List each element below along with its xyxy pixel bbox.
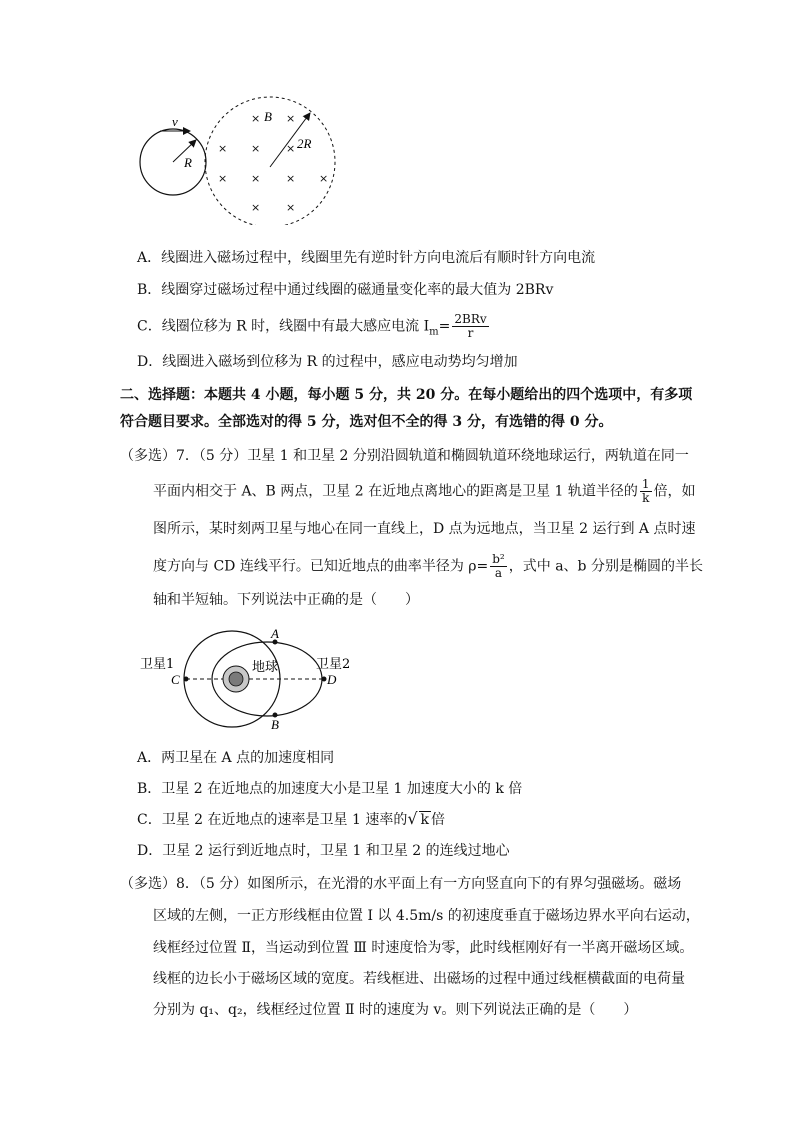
q8-stem-line1: （多选）8．（5 分）如图所示，在光滑的水平面上有一方向竖直向下的有界匀强磁场。磁场 [120, 876, 682, 892]
cross-mark: × [218, 172, 228, 185]
velocity-label: v [172, 114, 178, 129]
fraction-numerator: 2BRv [454, 312, 487, 326]
point-a-label: A [271, 626, 279, 641]
q7-stem-line3: 图所示，某时刻两卫星与地心在同一直线上，D 点为远地点，当卫星 2 运行到 A 点时速 [153, 521, 696, 537]
orbit-figure [140, 622, 370, 732]
q7-stem-line4-a: 度方向与 CD 连线平行。已知近地点的曲率半径为 ρ= [153, 558, 489, 575]
q7-stem-line5: 轴和半短轴。下列说法中正确的是（ ） [153, 592, 419, 608]
q7-option-b: B．卫星 2 在近地点的加速度大小是卫星 1 加速度大小的 k 倍 [137, 781, 523, 797]
fraction-denominator: r [467, 326, 474, 340]
point-c [184, 677, 189, 682]
point-b-label: B [271, 717, 279, 732]
q6-option-b: B．线圈穿过磁场过程中通过线圈的磁通量变化率的最大值为 2BRv [137, 282, 554, 298]
point-d-label: D [327, 672, 337, 687]
q7-option-c [137, 809, 445, 830]
q6-option-d: D．线圈进入磁场到位移为 R 的过程中，感应电动势均匀增加 [137, 354, 518, 370]
q7-option-a: A．两卫星在 A 点的加速度相同 [137, 750, 335, 766]
fraction-numerator: b² [492, 552, 505, 566]
q7-option-c-b: 倍 [431, 812, 446, 828]
field-label: B [264, 109, 272, 124]
cross-mark: × [251, 142, 261, 155]
cross-mark: × [218, 142, 228, 155]
cross-mark: × [251, 172, 261, 185]
q7-stem-line2 [153, 478, 696, 505]
q7-stem-line1: （多选）7．（5 分）卫星 1 和卫星 2 分别沿圆轨道和椭圆轨道环绕地球运行，两轨道在同一 [120, 448, 689, 464]
q6-option-c-fraction [452, 313, 488, 340]
point-d [322, 677, 327, 682]
q7-stem-line4-b: ，式中 a、b 分别是椭圆的半长 [508, 558, 703, 575]
q7-option-d: D．卫星 2 运行到近地点时，卫星 1 和卫星 2 的连线过地心 [137, 843, 510, 859]
sqrt-sign: √ [407, 809, 418, 828]
q8-stem-line4: 线框的边长小于磁场区域的宽度。若线框进、出磁场的过程中通过线框横截面的电荷量 [153, 971, 685, 987]
satellite2-label: 卫星2 [316, 657, 351, 672]
earth-label: 地球 [252, 660, 279, 675]
cross-mark: × [286, 112, 296, 125]
q8-stem-line3: 线框经过位置 Ⅱ，当运动到位置 Ⅲ 时速度恰为零，此时线框刚好有一半离开磁场区域。 [153, 940, 694, 956]
cross-mark: × [319, 172, 329, 185]
q7-stem-line4 [153, 553, 703, 580]
q7-ratio-fraction [640, 478, 652, 505]
fraction-denominator: k [642, 491, 650, 505]
q7-stem-line2-b: 倍，如 [653, 483, 696, 500]
coil-radius-label: R [184, 155, 192, 170]
cross-mark: × [286, 201, 296, 214]
fraction-numerator: 1 [641, 477, 650, 491]
q8-stem-line5: 分别为 q₁、q₂，线框经过位置 Ⅱ 时的速度为 v。则下列说法正确的是（ ） [153, 1002, 638, 1018]
q6-option-c [137, 313, 491, 342]
q6-option-a: A．线圈进入磁场过程中，线圈里先有逆时针方向电流后有顺时针方向电流 [137, 250, 596, 266]
earth-core [229, 672, 243, 686]
q8-stem-line2: 区域的左侧，一正方形线框由位置 Ⅰ 以 4.5m/s 的初速度垂直于磁场边界水平向右运动， [153, 908, 700, 924]
cross-mark: × [251, 201, 261, 214]
field-radius-label: 2R [297, 136, 312, 151]
section-2-header-line2: 符合题目要求。全部选对的得 5 分，选对但不全的得 3 分，有选错的得 0 分。 [120, 414, 613, 430]
point-c-label: C [171, 672, 180, 687]
q7-option-c-radicand: k [420, 812, 430, 828]
q6-option-c-eq: = [438, 318, 451, 335]
cross-mark: × [251, 112, 261, 125]
cross-mark: × [286, 142, 296, 155]
satellite1-label: 卫星1 [140, 657, 175, 672]
q7-stem-line2-a: 平面内相交于 A、B 两点，卫星 2 在近地点离地心的距离是卫星 1 轨道半径的 [153, 483, 638, 500]
q6-option-c-sub: m [429, 326, 439, 338]
section-2-header-line1: 二、选择题：本题共 4 小题，每小题 5 分，共 20 分。在每小题给出的四个选项中，有多项 [120, 387, 693, 403]
q7-rho-fraction [490, 553, 507, 580]
fraction-denominator: a [494, 566, 503, 580]
cross-mark: × [286, 172, 296, 185]
coil-field-figure [130, 95, 350, 225]
q6-option-c-text: C．线圈位移为 R 时，线圈中有最大感应电流 I [137, 318, 430, 335]
q7-option-c-a: C．卫星 2 在近地点的速率是卫星 1 速率的 [137, 812, 408, 828]
